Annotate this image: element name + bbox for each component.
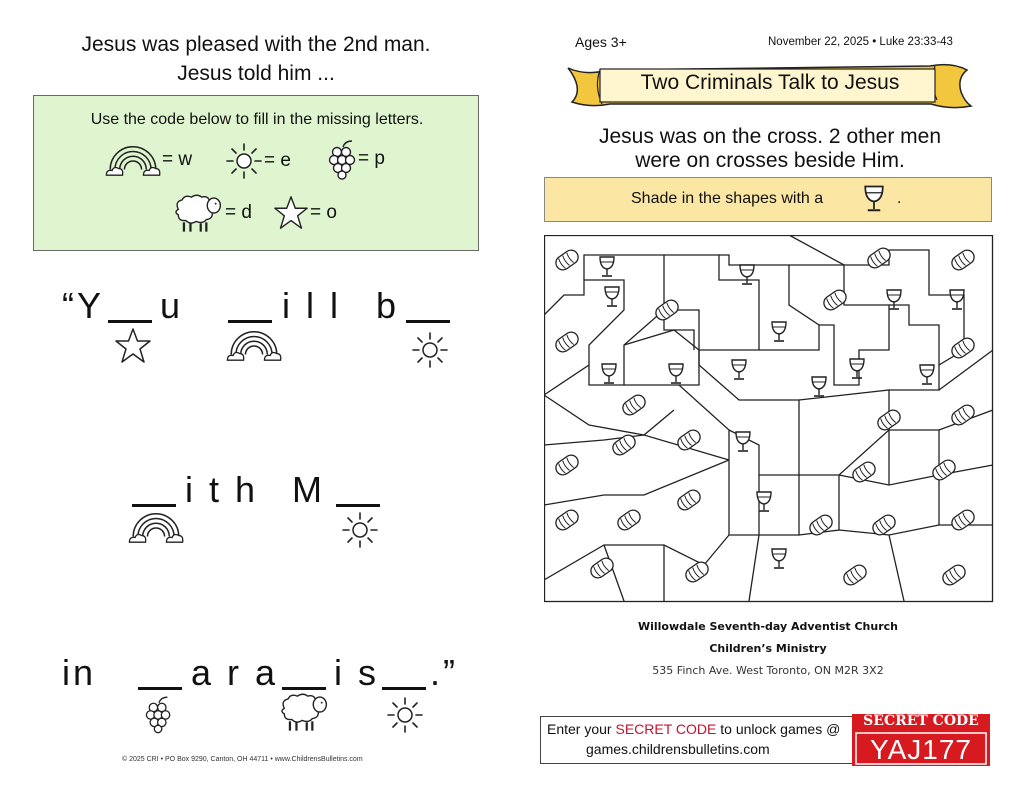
grapes-icon xyxy=(145,693,173,735)
prompt-post: to unlock games @ xyxy=(720,721,841,737)
msg-ill: i l l xyxy=(282,285,341,326)
code-letter: = o xyxy=(310,202,337,224)
code-instruction: Use the code below to fill in the missing letters. xyxy=(90,111,424,128)
games-url[interactable]: games.childrensbulletins.com xyxy=(586,741,770,757)
msg-M: M xyxy=(292,469,325,510)
date-reference: November 22, 2025 • Luke 23:33-43 xyxy=(768,36,953,48)
code-letter: = w xyxy=(162,149,193,171)
blank-o[interactable] xyxy=(108,292,152,323)
blank-e[interactable] xyxy=(382,659,426,690)
rainbow-icon xyxy=(127,508,185,546)
secret-code-badge xyxy=(850,712,992,768)
code-letter: = p xyxy=(358,148,385,170)
intro-text xyxy=(545,125,995,173)
blank-e[interactable] xyxy=(336,476,380,507)
shade-instruction-box xyxy=(544,177,992,222)
secret-code-value: YAJ177 xyxy=(870,734,972,765)
msg-is: i s xyxy=(334,652,379,693)
sheep-icon xyxy=(275,690,331,734)
code-star xyxy=(272,194,337,232)
copyright-footer: © 2025 CRI • PO Box 9290, Canton, OH 44711 • www.ChildrensBulletins.com xyxy=(122,756,363,763)
secret-code-panel xyxy=(540,716,853,764)
msg-ara: a r a xyxy=(191,652,279,693)
blank-w[interactable] xyxy=(132,476,176,507)
left-title xyxy=(0,30,512,88)
msg-b: b xyxy=(376,285,400,326)
msg-end-quote: .” xyxy=(430,652,458,693)
church-address: 535 Finch Ave. West Toronto, ON M2R 3X2 xyxy=(652,664,884,677)
shade-period: . xyxy=(897,190,902,207)
cup-icon xyxy=(861,184,887,214)
left-title-line2: Jesus told him ... xyxy=(177,62,335,85)
grapes-icon xyxy=(328,138,358,180)
page-title: Two Criminals Talk to Jesus xyxy=(640,71,900,94)
code-grapes xyxy=(328,138,385,180)
sheep-icon xyxy=(169,192,225,234)
church-name: Willowdale Seventh-day Adventist Church xyxy=(637,620,898,633)
star-icon xyxy=(272,194,310,232)
cup-markers xyxy=(600,257,964,568)
shape-puzzle[interactable] xyxy=(544,235,994,603)
shade-instruction: Shade in the shapes with a xyxy=(631,190,824,207)
ages-label: Ages 3+ xyxy=(575,34,627,50)
ministry-name: Children’s Ministry xyxy=(709,642,827,655)
secret-code-label: SECRET CODE xyxy=(863,713,979,729)
secret-code-prompt xyxy=(547,721,840,737)
blank-w[interactable] xyxy=(228,292,272,323)
msg-ith: i t h xyxy=(185,469,259,510)
intro-line1: Jesus was on the cross. 2 other men xyxy=(599,125,941,148)
star-icon xyxy=(113,326,153,366)
code-rainbow xyxy=(104,141,192,179)
code-letter: = d xyxy=(225,202,252,224)
msg-u: u xyxy=(160,285,184,326)
code-letter: = e xyxy=(264,150,291,172)
msg-in: in xyxy=(62,652,97,693)
code-sheep xyxy=(169,192,252,234)
msg-word-you-start: “Y xyxy=(62,285,104,326)
code-sun xyxy=(224,141,291,181)
sun-icon xyxy=(410,330,450,370)
code-key-box xyxy=(33,95,479,251)
rainbow-icon xyxy=(225,326,283,364)
prompt-secret-code: SECRET CODE xyxy=(615,721,717,737)
left-title-line1: Jesus was pleased with the 2nd man. xyxy=(81,33,431,56)
sun-icon xyxy=(340,510,380,550)
blank-p[interactable] xyxy=(138,659,182,690)
blank-e[interactable] xyxy=(406,292,450,323)
rainbow-icon xyxy=(104,141,162,179)
prompt-pre: Enter your xyxy=(547,721,612,737)
intro-line2: were on crosses beside Him. xyxy=(635,149,905,172)
sun-icon xyxy=(224,141,264,181)
blank-d[interactable] xyxy=(282,659,326,690)
sun-icon xyxy=(385,695,425,735)
